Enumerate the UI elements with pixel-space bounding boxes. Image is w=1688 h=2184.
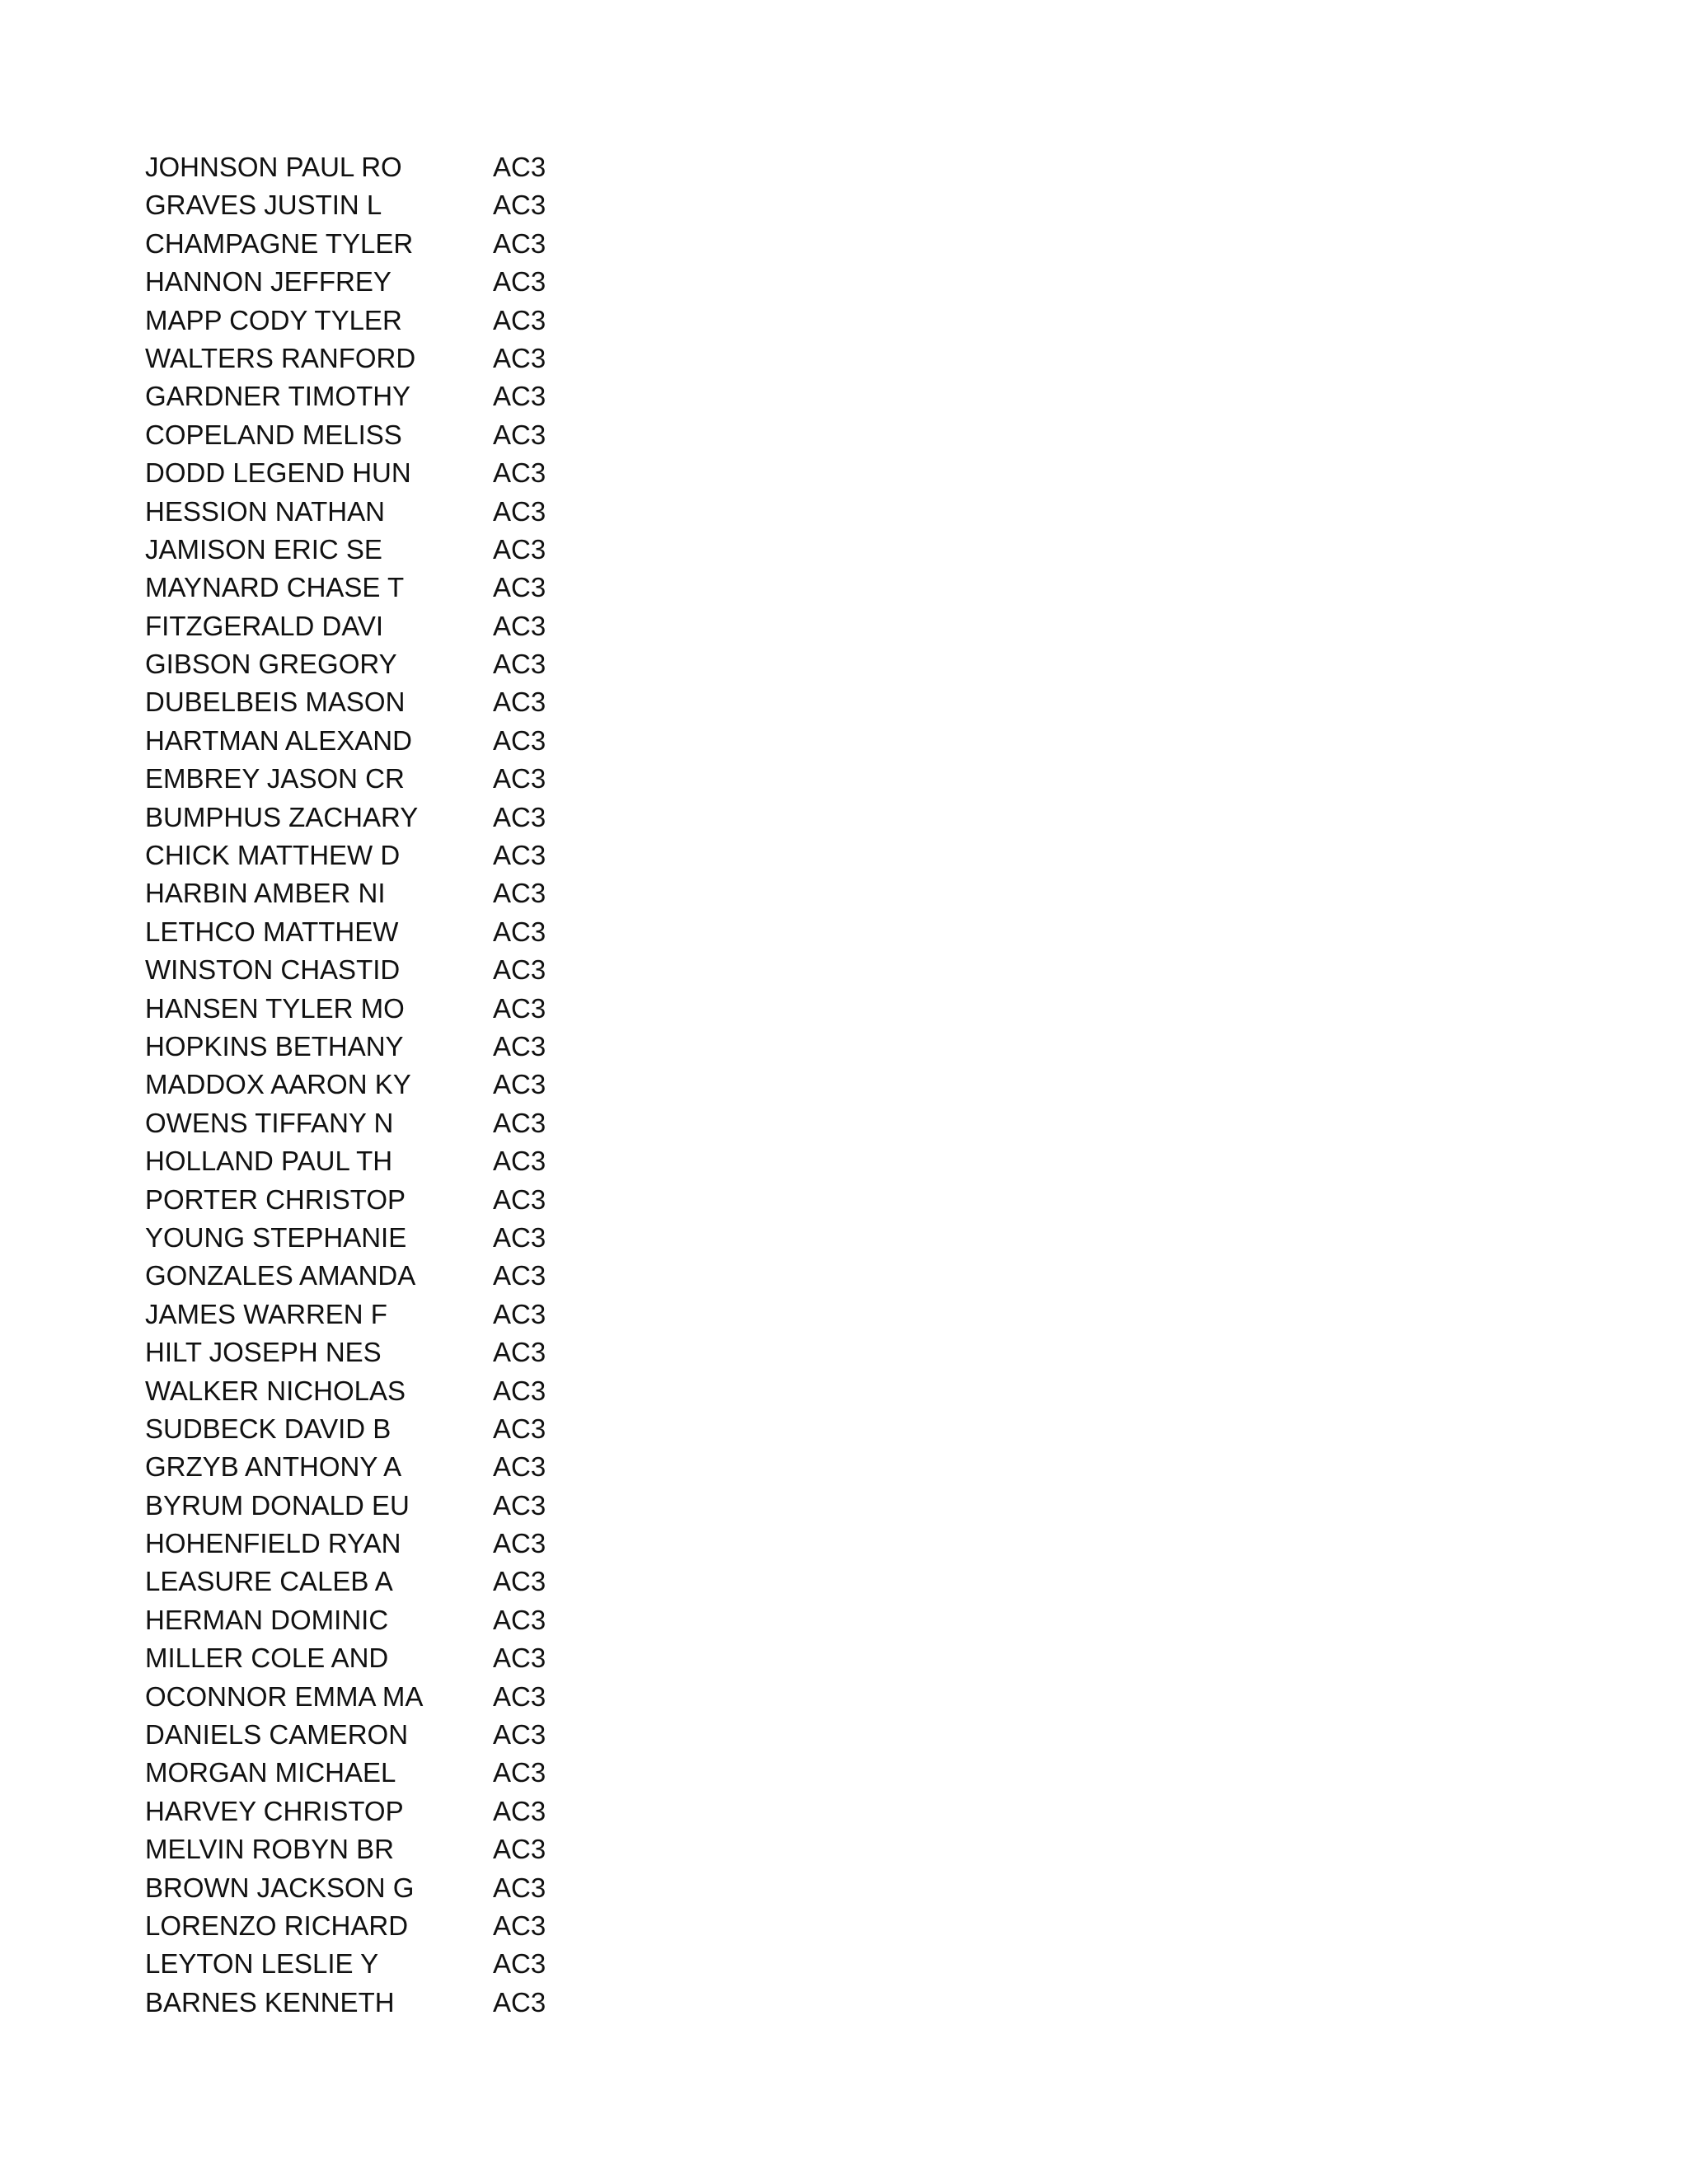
list-row bbox=[145, 1410, 640, 1448]
person-name: HANSEN TYLER MO bbox=[145, 992, 405, 1024]
person-name: BARNES KENNETH bbox=[145, 1986, 395, 2018]
list-row bbox=[145, 760, 640, 798]
class-code: AC3 bbox=[493, 763, 546, 794]
class-code: AC3 bbox=[493, 1680, 546, 1712]
list-row bbox=[145, 1984, 640, 2022]
class-code: AC3 bbox=[493, 266, 546, 298]
list-row bbox=[145, 837, 640, 874]
person-name: HOLLAND PAUL TH bbox=[145, 1146, 393, 1177]
person-name: EMBREY JASON CR bbox=[145, 763, 405, 794]
class-code: AC3 bbox=[493, 1834, 546, 1865]
person-name: MELVIN ROBYN BR bbox=[145, 1834, 394, 1865]
list-row bbox=[145, 1601, 640, 1639]
list-row bbox=[145, 1869, 640, 1907]
list-row bbox=[145, 1525, 640, 1563]
list-row bbox=[145, 1830, 640, 1868]
person-name: CHICK MATTHEW D bbox=[145, 840, 401, 871]
person-name: BUMPHUS ZACHARY bbox=[145, 801, 419, 832]
person-name: DODD LEGEND HUN bbox=[145, 457, 411, 489]
list-row bbox=[145, 263, 640, 301]
list-row bbox=[145, 1219, 640, 1257]
list-row bbox=[145, 645, 640, 683]
person-name: OWENS TIFFANY N bbox=[145, 1107, 394, 1138]
list-row bbox=[145, 799, 640, 837]
class-code: AC3 bbox=[493, 495, 546, 527]
list-row bbox=[145, 1793, 640, 1830]
person-name: WINSTON CHASTID bbox=[145, 954, 401, 986]
class-code: AC3 bbox=[493, 304, 546, 335]
class-code: AC3 bbox=[493, 190, 546, 221]
class-code: AC3 bbox=[493, 342, 546, 373]
person-name: HOPKINS BETHANY bbox=[145, 1030, 404, 1062]
class-code: AC3 bbox=[493, 878, 546, 909]
person-name: HILT JOSEPH NES bbox=[145, 1337, 382, 1368]
person-name: LEYTON LESLIE Y bbox=[145, 1948, 379, 1980]
person-name: LORENZO RICHARD bbox=[145, 1910, 409, 1941]
person-name: OCONNOR EMMA MA bbox=[145, 1680, 424, 1712]
list-row bbox=[145, 1563, 640, 1601]
class-code: AC3 bbox=[493, 1337, 546, 1368]
class-code: AC3 bbox=[493, 1719, 546, 1750]
person-name: HARBIN AMBER NI bbox=[145, 878, 386, 909]
person-name: HARTMAN ALEXAND bbox=[145, 724, 412, 756]
class-code: AC3 bbox=[493, 1451, 546, 1483]
class-code: AC3 bbox=[493, 1795, 546, 1826]
person-name: GRZYB ANTHONY A bbox=[145, 1451, 402, 1483]
list-row bbox=[145, 225, 640, 263]
list-row bbox=[145, 531, 640, 569]
class-code: AC3 bbox=[493, 419, 546, 450]
person-name: HERMAN DOMINIC bbox=[145, 1604, 389, 1635]
class-code: AC3 bbox=[493, 1948, 546, 1980]
list-row bbox=[145, 913, 640, 951]
class-code: AC3 bbox=[493, 152, 546, 182]
class-code: AC3 bbox=[493, 1872, 546, 1903]
class-code: AC3 bbox=[493, 1298, 546, 1329]
person-name: YOUNG STEPHANIE bbox=[145, 1221, 407, 1253]
person-name: BYRUM DONALD EU bbox=[145, 1489, 410, 1521]
person-name: JAMES WARREN F bbox=[145, 1298, 387, 1329]
class-code: AC3 bbox=[493, 1757, 546, 1788]
person-name: HOHENFIELD RYAN bbox=[145, 1528, 401, 1559]
list-row bbox=[145, 416, 640, 454]
class-code: AC3 bbox=[493, 954, 546, 986]
list-row bbox=[145, 683, 640, 721]
person-name: COPELAND MELISS bbox=[145, 419, 402, 450]
class-code: AC3 bbox=[493, 801, 546, 832]
list-row bbox=[145, 186, 640, 224]
person-name: MAYNARD CHASE T bbox=[145, 572, 405, 603]
list-row bbox=[145, 951, 640, 989]
class-code: AC3 bbox=[493, 724, 546, 756]
class-code: AC3 bbox=[493, 992, 546, 1024]
list-row bbox=[145, 722, 640, 760]
list-row bbox=[145, 990, 640, 1028]
person-name: JAMISON ERIC SE bbox=[145, 533, 382, 565]
list-row bbox=[145, 1448, 640, 1486]
person-name: BROWN JACKSON G bbox=[145, 1872, 415, 1903]
name-code-list bbox=[145, 148, 640, 2022]
list-row bbox=[145, 454, 640, 492]
class-code: AC3 bbox=[493, 840, 546, 871]
class-code: AC3 bbox=[493, 1375, 546, 1406]
class-code: AC3 bbox=[493, 610, 546, 641]
person-name: WALTERS RANFORD bbox=[145, 342, 416, 373]
person-name: MORGAN MICHAEL bbox=[145, 1757, 396, 1788]
person-name: SUDBECK DAVID B bbox=[145, 1413, 392, 1444]
list-row bbox=[145, 377, 640, 415]
class-code: AC3 bbox=[493, 1910, 546, 1941]
class-code: AC3 bbox=[493, 1986, 546, 2018]
list-row bbox=[145, 874, 640, 912]
class-code: AC3 bbox=[493, 649, 546, 680]
list-row bbox=[145, 1639, 640, 1677]
list-row bbox=[145, 1372, 640, 1410]
list-row bbox=[145, 1066, 640, 1104]
class-code: AC3 bbox=[493, 916, 546, 947]
person-name: MADDOX AARON KY bbox=[145, 1069, 411, 1100]
class-code: AC3 bbox=[493, 1643, 546, 1674]
class-code: AC3 bbox=[493, 1489, 546, 1521]
class-code: AC3 bbox=[493, 1069, 546, 1100]
list-row bbox=[145, 1257, 640, 1295]
class-code: AC3 bbox=[493, 533, 546, 565]
class-code: AC3 bbox=[493, 572, 546, 603]
list-row bbox=[145, 340, 640, 377]
list-row bbox=[145, 1333, 640, 1371]
class-code: AC3 bbox=[493, 1183, 546, 1215]
list-row bbox=[145, 148, 640, 186]
person-name: LETHCO MATTHEW bbox=[145, 916, 399, 947]
person-name: DUBELBEIS MASON bbox=[145, 687, 406, 718]
class-code: AC3 bbox=[493, 1528, 546, 1559]
class-code: AC3 bbox=[493, 1146, 546, 1177]
person-name: JOHNSON PAUL RO bbox=[145, 152, 402, 182]
list-row bbox=[145, 1028, 640, 1066]
person-name: GARDNER TIMOTHY bbox=[145, 381, 411, 412]
list-row bbox=[145, 607, 640, 645]
person-name: GIBSON GREGORY bbox=[145, 649, 397, 680]
person-name: WALKER NICHOLAS bbox=[145, 1375, 406, 1406]
list-row bbox=[145, 569, 640, 607]
class-code: AC3 bbox=[493, 687, 546, 718]
person-name: HESSION NATHAN bbox=[145, 495, 385, 527]
person-name: PORTER CHRISTOP bbox=[145, 1183, 406, 1215]
person-name: GRAVES JUSTIN L bbox=[145, 190, 382, 221]
list-row bbox=[145, 1104, 640, 1142]
list-row bbox=[145, 1142, 640, 1180]
person-name: LEASURE CALEB A bbox=[145, 1566, 393, 1597]
person-name: MILLER COLE AND bbox=[145, 1643, 389, 1674]
list-row bbox=[145, 1296, 640, 1333]
class-code: AC3 bbox=[493, 227, 546, 259]
list-row bbox=[145, 493, 640, 531]
class-code: AC3 bbox=[493, 457, 546, 489]
class-code: AC3 bbox=[493, 1413, 546, 1444]
class-code: AC3 bbox=[493, 1030, 546, 1062]
class-code: AC3 bbox=[493, 1604, 546, 1635]
list-row bbox=[145, 1754, 640, 1792]
list-row bbox=[145, 1678, 640, 1716]
person-name: CHAMPAGNE TYLER bbox=[145, 227, 414, 259]
person-name: GONZALES AMANDA bbox=[145, 1260, 416, 1291]
class-code: AC3 bbox=[493, 381, 546, 412]
list-row bbox=[145, 1487, 640, 1525]
list-row bbox=[145, 1907, 640, 1945]
class-code: AC3 bbox=[493, 1221, 546, 1253]
class-code: AC3 bbox=[493, 1107, 546, 1138]
list-row bbox=[145, 1945, 640, 1983]
class-code: AC3 bbox=[493, 1566, 546, 1597]
list-row bbox=[145, 1181, 640, 1219]
list-row bbox=[145, 302, 640, 340]
person-name: FITZGERALD DAVI bbox=[145, 610, 384, 641]
class-code: AC3 bbox=[493, 1260, 546, 1291]
person-name: HARVEY CHRISTOP bbox=[145, 1795, 404, 1826]
person-name: HANNON JEFFREY bbox=[145, 266, 392, 298]
person-name: MAPP CODY TYLER bbox=[145, 304, 402, 335]
person-name: DANIELS CAMERON bbox=[145, 1719, 409, 1750]
list-row bbox=[145, 1716, 640, 1754]
